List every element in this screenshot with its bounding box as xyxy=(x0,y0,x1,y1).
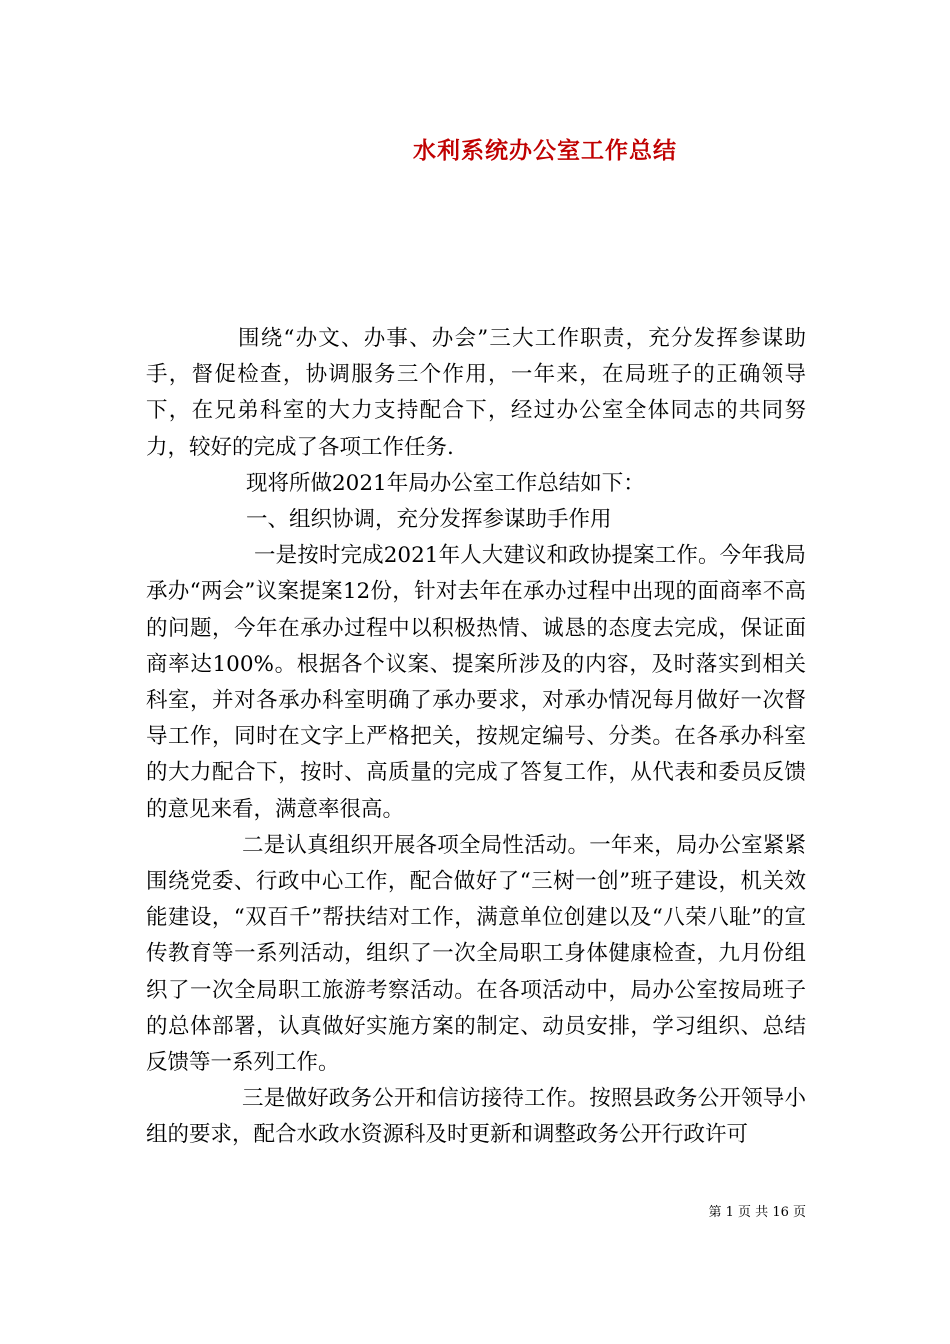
paragraph-item-2: 二是认真组织开展各项全局性活动。一年来，局办公室紧紧围绕党委、行政中心工作，配合做好了“三树一创”班子建设，机关效能建设，“双百千”帮扶结对工作，满意单位创建以及“八荣八耻”的宣传教育等一系列活动，组织了一次全局职工身体健康检查，九月份组织了一次全局职工旅游考察活动。在各项活动中，局办公室按局班子的总体部署，认真做好实施方案的制定、动员安排，学习组织、总结反馈等一系列工作。 xyxy=(146,832,806,1076)
paragraph-intro: 围绕“办文、办事、办会”三大工作职责，充分发挥参谋助手，督促检查，协调服务三个作用，一年来，在局班子的正确领导下，在兄弟科室的大力支持配合下，经过办公室全体同志的共同努力，较好的完成了各项工作任务. xyxy=(146,326,806,460)
paragraph-item-1: 一是按时完成2021年人大建议和政协提案工作。今年我局承办“两会”议案提案12份，针对去年在承办过程中出现的面商率不高的问题，今年在承办过程中以积极热情、诚恳的态度去完成，保证面商率达100%。根据各个议案、提案所涉及的内容，及时落实到相关科室，并对各承办科室明确了承办要求，对承办情况每月做好一次督导工作，同时在文字上严格把关，按规定编号、分类。在各承办科室的大力配合下，按时、高质量的完成了答复工作，从代表和委员反馈的意见来看，满意率很高。 xyxy=(146,543,806,822)
document-body xyxy=(146,321,806,1154)
document-title: 水利系统办公室工作总结 xyxy=(413,137,677,164)
paragraph-item-3: 三是做好政务公开和信访接待工作。按照县政务公开领导小组的要求，配合水政水资源科及时更新和调整政务公开行政许可 xyxy=(146,1086,806,1148)
paragraph-summary-lead: 现将所做2021年局办公室工作总结如下： xyxy=(246,470,645,496)
section-heading-1: 一、组织协调，充分发挥参谋助手作用 xyxy=(246,507,612,533)
page-number-footer: 第 1 页 共 16 页 xyxy=(708,1205,806,1220)
